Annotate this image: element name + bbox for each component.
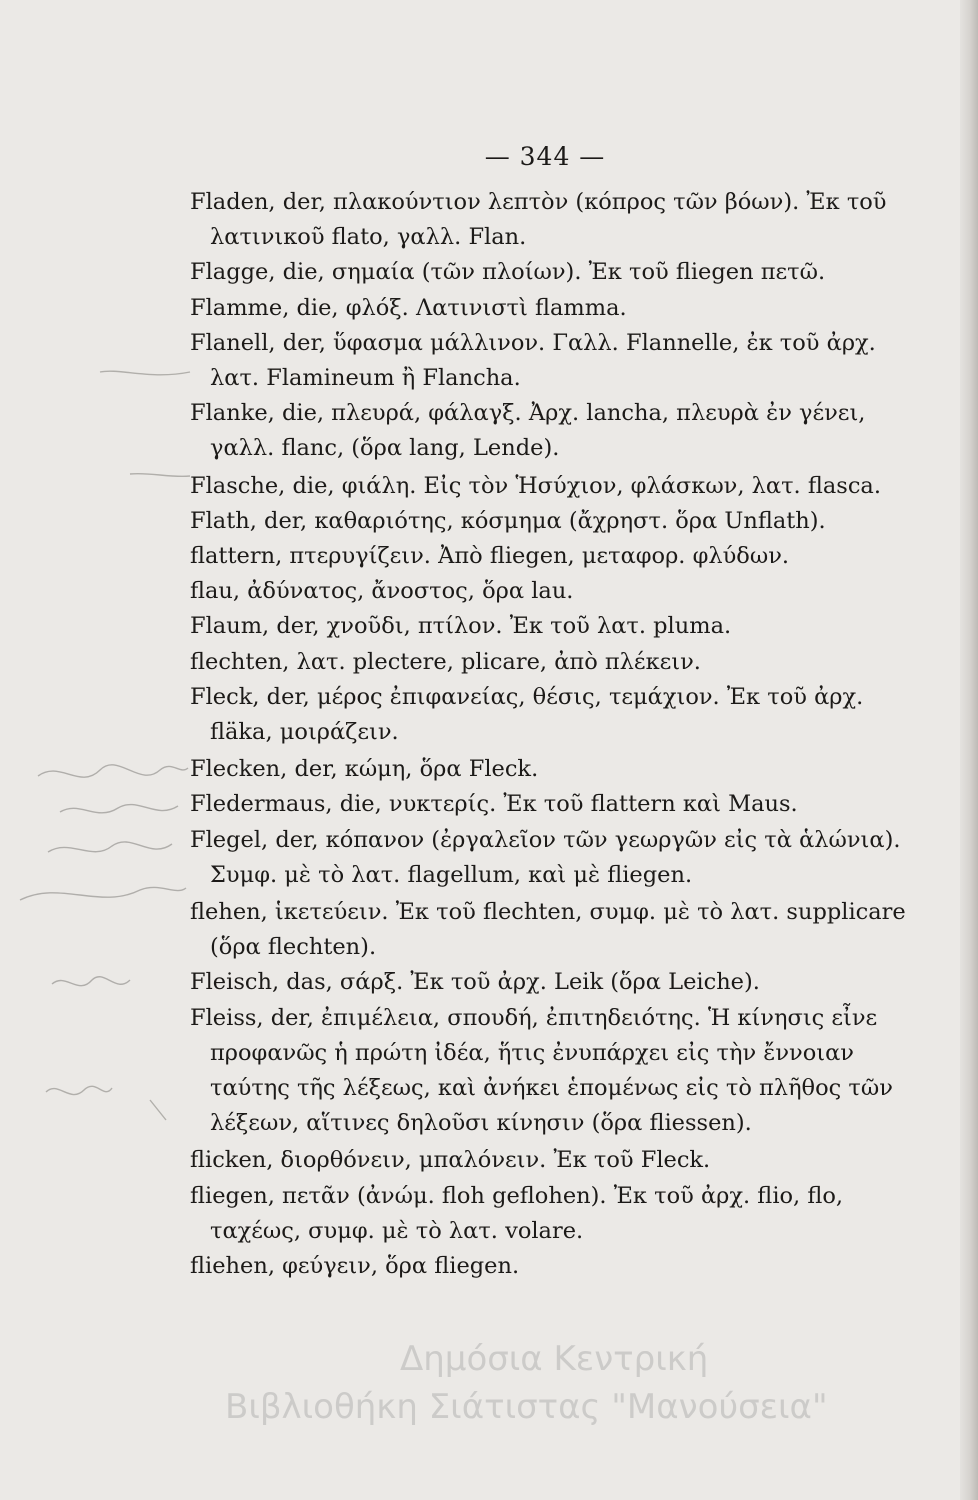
entry-flegel: Flegel, der, κόπανον (ἐργαλεῖον τῶν γεωργῶν εἰς τὰ ἁλώνια). Συμφ. μὲ τὸ λατ. flagellum, καὶ μὲ fliegen. [190, 826, 901, 888]
page-number: — 344 — [484, 142, 606, 171]
entry-flath: Flath, der, καθαριότης, κόσμημα (ἄχρηστ. ὅρα Unflath). [190, 507, 826, 534]
entry-fliehen: fliehen, φεύγειν, ὅρα fliegen. [190, 1253, 520, 1280]
entry-flattern: flattern, πτερυγίζειν. Ἀπὸ fliegen, μεταφορ. φλύδων. [190, 543, 790, 570]
entry-flecken: Flecken, der, κώμη, ὅρα Fleck. [190, 756, 539, 783]
entry-flamme: Flamme, die, φλόξ. Λατινιστὶ flamma. [190, 294, 627, 321]
entry-fleisch: Fleisch, das, σάρξ. Ἐκ τοῦ ἀρχ. Leik (ὅρα Leiche). [190, 969, 760, 996]
dictionary-entries [190, 185, 910, 1284]
entry-flaum: Flaum, der, χνοῦδι, πτίλον. Ἐκ τοῦ λατ. pluma. [190, 613, 732, 640]
entry-fliegen: fliegen, πετᾶν (ἀνώμ. floh geflohen). Ἐκ τοῦ ἀρχ. flio, flo, ταχέως, συμφ. μὲ τὸ λατ. volare. [190, 1182, 844, 1244]
entry-flechten: flechten, λατ. plectere, plicare, ἀπὸ πλέκειν. [190, 648, 701, 675]
entry-fleiss: Fleiss, der, ἐπιμέλεια, σπουδή, ἐπιτηδειότης. Ἡ κίνησις εἶνε προφανῶς ἡ πρώτη ἰδέα, ἥτις ἐνυπάρχει εἰς τὴν ἔννοιαν ταύτης τῆς λέξεως, καὶ ἀνήκει ἑπομένως εἰς τὸ πλῆθος τῶν λέξεων, αἵτινες δηλοῦσι κίνησιν (ὅρα fliessen). [190, 1004, 893, 1137]
entry-flagge: Flagge, die, σημαία (τῶν πλοίων). Ἐκ τοῦ fliegen πετῶ. [190, 259, 826, 286]
entry-flanke: Flanke, die, πλευρά, φάλαγξ. Ἀρχ. lancha, πλευρὰ ἐν γένει, γαλλ. flanc, (ὅρα lang, Lende). [190, 400, 866, 462]
entry-flau: flau, ἀδύνατος, ἄνοστος, ὅρα lau. [190, 578, 574, 605]
entry-flanell: Flanell, der, ὕφασμα μάλλινον. Γαλλ. Flannelle, ἐκ τοῦ ἀρχ. λατ. Flamineum ἢ Flancha. [190, 329, 876, 392]
entry-flehen: flehen, ἱκετεύειν. Ἐκ τοῦ flechten, συμφ. μὲ τὸ λατ. supplicare (ὅρα flechten). [190, 899, 906, 961]
entry-fladen: Fladen, der, πλακούντιον λεπτὸν (κόπρος τῶν βόων). Ἐκ τοῦ λατινικοῦ flato, γαλλ. Flan. [190, 189, 887, 251]
library-watermark-line1: Δημόσια Κεντρική [400, 1339, 709, 1379]
entry-fleck: Fleck, der, μέρος ἐπιφανείας, θέσις, τεμάχιον. Ἐκ τοῦ ἀρχ. fläka, μοιράζειν. [190, 683, 864, 746]
entry-flasche: Flasche, die, φιάλη. Εἰς τὸν Ἡσύχιον, φλάσκων, λατ. flasca. [190, 472, 881, 499]
entry-flicken: flicken, διορθόνειν, μπαλόνειν. Ἐκ τοῦ Fleck. [190, 1147, 711, 1174]
library-watermark-line2: Βιβλιοθήκη Σιάτιστας "Μανούσεια" [225, 1387, 828, 1427]
entry-fledermaus: Fledermaus, die, νυκτερίς. Ἐκ τοῦ flattern καὶ Maus. [190, 791, 798, 818]
